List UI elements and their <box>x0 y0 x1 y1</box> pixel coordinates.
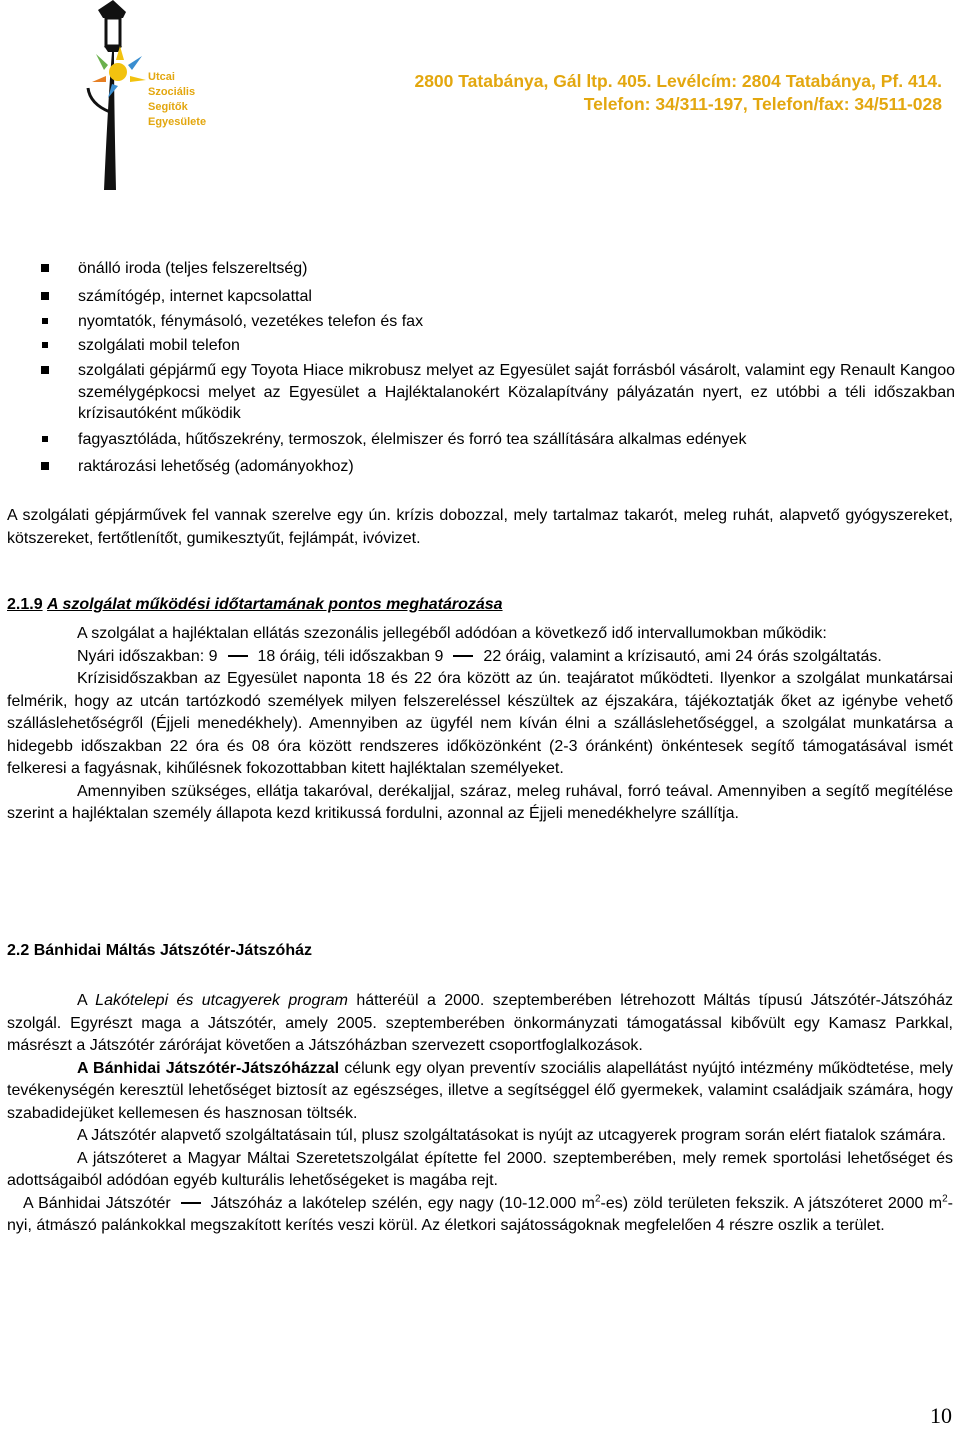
section-title: A szolgálat működési időtartamának pontos meghatározása <box>47 596 503 613</box>
logo-line: Segítők <box>148 101 188 113</box>
list-item: szolgálati mobil telefon <box>40 335 955 357</box>
list-item: szolgálati gépjármű egy Toyota Hiace mikrobusz melyet az Egyesület saját forrásból vásárolt, valamint egy Renault Kangoo személygépkocsi melyet az Egyesület a Hajléktalanokért Közalapítvány pályázatán nyert, ez utóbbi a téli időszakban krízisautóként működik <box>40 360 955 425</box>
bullet-square-icon <box>42 318 48 324</box>
paragraph: Krízisidőszakban az Egyesület naponta 18 és 22 óra között az ún. teajáratot működteti. Ilyenkor a szolgálat munkatársai felmérik, hogy az utcán tartózkodó személyek milyen felszereléssel készültek az éjszakára, tájékoztatják őket az igénybe vehető szálláslehetőségről (Éjjeli menedékhely). Amennyiben az ügyfél nem kíván élni a szálláslehetőséggel, a szolgálat munkatársa a hidegebb időszakban 22 óra és 08 óra között rendszeres időközönként (2-3 óránként) önkéntesek segítő támogatásával ismét felkeresi a fagyásnak, kihűlésnek fokozottabban kitett hajléktalan személyeket. <box>7 670 953 777</box>
logo-line: Szociális <box>148 86 196 98</box>
list-item: nyomtatók, fénymásoló, vezetékes telefon és fax <box>40 311 955 333</box>
organization-logo <box>68 0 158 190</box>
list-item: raktározási lehetőség (adományokhoz) <box>40 456 955 478</box>
paragraph: A Bánhidai Játszótér-Játszóházzal célunk egy olyan preventív szociális alapellátást nyújtó intézmény működtetése, mely tevékenységén keresztül lehetőséget biztosít az egészséges, illetve a segítséggel élő gyermekek, valamint családjaik számára, hogy szabadidejüket kellemesen és hasznosan töltsék. <box>7 1059 954 1122</box>
list-item: önálló iroda (teljes felszereltség) <box>40 258 955 280</box>
equipment-list <box>40 258 955 480</box>
page-number: 10 <box>930 1403 952 1428</box>
paragraph: Nyári időszakban: 9 18 óráig, téli időszakban 9 22 óráig, valamint a krízisautó, ami 24 órás szolgáltatás. <box>77 647 882 665</box>
list-item: számítógép, internet kapcsolattal <box>40 286 955 308</box>
bullet-square-icon <box>41 366 49 374</box>
paragraph: A szolgálat a hajléktalan ellátás szezonális jellegéből adódóan a következő idő intervallumokban működik: <box>77 625 827 642</box>
logo-wordmark <box>148 70 206 130</box>
dash <box>228 655 248 657</box>
dash <box>453 655 473 657</box>
bullet-square-icon <box>41 264 49 272</box>
logo-line: Egyesülete <box>148 116 207 128</box>
section-heading: 2.2 Bánhidai Máltás Játszótér-Játszóház <box>7 942 312 959</box>
bullet-square-icon <box>41 462 49 470</box>
section-body <box>7 623 953 826</box>
paragraph: Amennyiben szükséges, ellátja takaróval, derékaljjal, száraz, meleg ruhával, forró teával. Amennyiben a segítő megítélése szerint a hajléktalan személy állapota kezd kritikussá fordulni, azonnal az Éjjeli menedékhelyre szállítja. <box>7 782 953 822</box>
bullet-square-icon <box>42 436 48 442</box>
list-item: fagyasztóláda, hűtőszekrény, termoszok, élelmiszer és forró tea szállítására alkalmas edények <box>40 429 955 451</box>
bullet-square-icon <box>41 292 49 300</box>
phone-line: Telefon: 34/311-197, Telefon/fax: 34/511-028 <box>583 94 942 114</box>
paragraph: A Lakótelepi és utcagyerek program hátteréül a 2000. szeptemberében létrehozott Máltás típusú Játszótér-Játszóház szolgál. Egyrészt maga a Játszótér, amely 2005. szeptemberében önkormányzati támogatással kibővült egy Kamasz Parkkal, másrészt a Játszótér zárórájat követően a Játszóházban szervezett csoportfoglalkozások. <box>7 992 954 1054</box>
section-body <box>7 990 953 1238</box>
vehicles-paragraph: A szolgálati gépjárművek fel vannak szerelve egy ún. krízis dobozzal, mely tartalmaz takarót, meleg ruhát, alapvető gyógyszereket, kötszereket, fertőtlenítőt, gumikesztyűt, fejlámpát, ivóvizet. <box>7 507 953 547</box>
bullet-square-icon <box>42 342 48 348</box>
organization-address <box>414 70 942 116</box>
address-line: 2800 Tatabánya, Gál ltp. 405. Levélcím: 2804 Tatabánya, Pf. 414. <box>414 71 942 91</box>
paragraph: A Játszótér alapvető szolgáltatásain túl, plusz szolgáltatásokat is nyújt az utcagyerek program során elért fiatalok számára. <box>77 1127 946 1144</box>
dash <box>181 1202 201 1204</box>
section-heading <box>7 596 503 614</box>
logo-line: Utcai <box>148 71 175 83</box>
paragraph: A Bánhidai Játszótér Játszóház a lakótelep szélén, egy nagy (10-12.000 $m^2-es$) zöld területen fekszik. A játszóteret 2000 $m^2$-nyi, átmászó palánkokkal megszakított kerítés veszi körül. Az életkori sajátosságoknak megfelelően 4 részre oszlik a terület. <box>7 1193 953 1234</box>
section-number: 2.1.9 <box>7 596 43 613</box>
paragraph: A játszóteret a Magyar Máltai Szeretetszolgálat építette fel 2000. szeptemberében, mely remek sportolási lehetőséget és adottságaiból adódóan egyéb kulturális lehetőségeket is magába rejt. <box>7 1149 953 1189</box>
